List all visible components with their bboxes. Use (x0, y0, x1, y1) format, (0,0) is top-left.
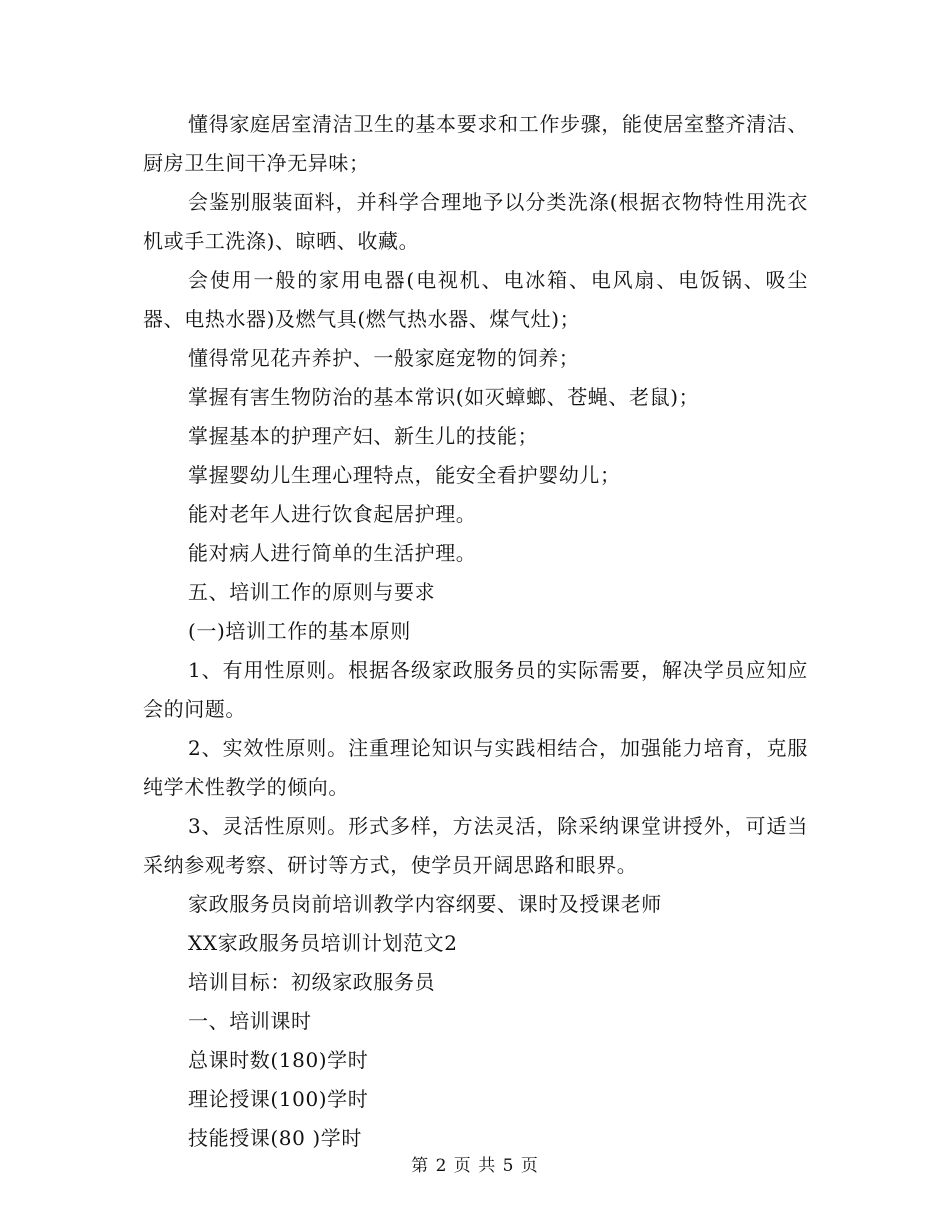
paragraph-skill-hours: 技能授课(80 )学时 (188, 1126, 363, 1150)
paragraph-plan-title: XX家政服务员培训计划范文2 (188, 931, 458, 955)
section-heading-hours: 一、培训课时 (188, 1009, 312, 1033)
paragraph-laundry: 会鉴别服装面料，并科学合理地予以分类洗涤(根据衣物特性用洗衣机或手工洗涤)、晾晒、收藏。 (143, 190, 808, 253)
paragraph-principle-flexibility: 3、灵活性原则。形式多样，方法灵活，除采纳课堂讲授外，可适当采纳参观考察、研讨等方式，使学员开阔思路和眼界。 (143, 814, 808, 877)
paragraph-patient-care: 能对病人进行简单的生活护理。 (188, 541, 477, 565)
paragraph-total-hours: 总课时数(180)学时 (188, 1048, 369, 1072)
paragraph-principle-usefulness: 1、有用性原则。根据各级家政服务员的实际需要，解决学员应知应会的问题。 (143, 658, 808, 721)
page-footer (0, 1151, 950, 1176)
document-body (143, 105, 808, 1158)
page-number-label: 第 2 页 共 5 页 (411, 1156, 539, 1176)
paragraph-infant-care: 掌握婴幼儿生理心理特点，能安全看护婴幼儿； (188, 463, 621, 487)
paragraph-appliances: 会使用一般的家用电器(电视机、电冰箱、电风扇、电饭锅、吸尘器、电热水器)及燃气具(燃气热水器、煤气灶)； (143, 268, 808, 331)
paragraph-pest-control: 掌握有害生物防治的基本常识(如灭蟑螂、苍蝇、老鼠)； (188, 385, 700, 409)
paragraph-elderly-care: 能对老年人进行饮食起居护理。 (188, 502, 477, 526)
paragraph-maternal-care: 掌握基本的护理产妇、新生儿的技能； (188, 424, 539, 448)
section-heading-principles: 五、培训工作的原则与要求 (188, 580, 436, 604)
paragraph-cleaning: 懂得家庭居室清洁卫生的基本要求和工作步骤，能使居室整齐清洁、厨房卫生间干净无异味； (143, 112, 808, 175)
paragraph-principle-effectiveness: 2、实效性原则。注重理论知识与实践相结合，加强能力培育，克服纯学术性教学的倾向。 (143, 736, 808, 799)
paragraph-outline-title: 家政服务员岗前培训教学内容纲要、课时及授课老师 (188, 892, 662, 916)
paragraph-training-goal: 培训目标：初级家政服务员 (188, 970, 436, 994)
paragraph-theory-hours: 理论授课(100)学时 (188, 1087, 369, 1111)
subsection-heading-basic-principles: (一)培训工作的基本原则 (188, 619, 411, 643)
paragraph-plants-pets: 懂得常见花卉养护、一般家庭宠物的饲养； (188, 346, 580, 370)
